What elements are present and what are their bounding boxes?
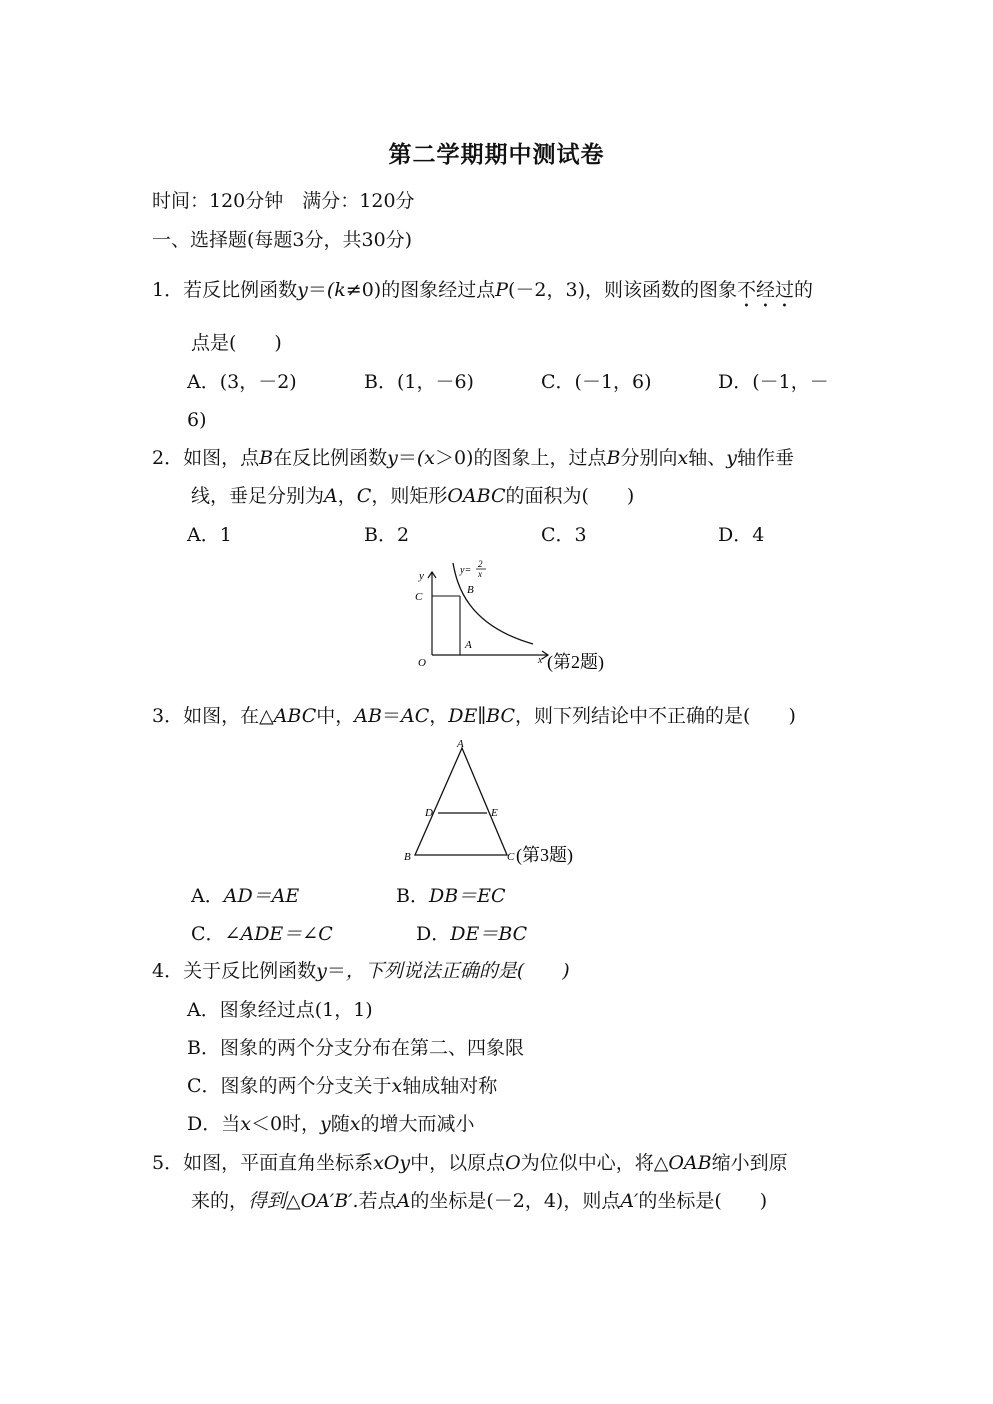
q2-l2c: ，则矩形 bbox=[371, 485, 448, 507]
q1-end: 的 bbox=[794, 279, 814, 301]
q2-option-b: B．2 bbox=[364, 524, 410, 546]
q5-OAB: OAB bbox=[668, 1152, 712, 1174]
q1-k: (k bbox=[326, 279, 346, 301]
q3-option-c-letter: C． bbox=[191, 923, 225, 945]
q2-text3: ＞0)的图象上，过点 bbox=[434, 447, 607, 469]
label-B: B bbox=[404, 851, 411, 863]
q1-text: 1．若反比例函数 bbox=[152, 279, 298, 301]
question-3 bbox=[152, 704, 796, 728]
q2-option-d: D．4 bbox=[718, 524, 765, 546]
q1-point: (－2，3)，则该函数的图象 bbox=[508, 279, 738, 301]
q4-option-b: B．图象的两个分支分布在第二、四象限 bbox=[187, 1037, 524, 1059]
q1-emphasis: 不经过 bbox=[737, 279, 795, 301]
q4-d-x: x bbox=[240, 1113, 251, 1135]
q3-BC: BC bbox=[486, 705, 516, 727]
q2-C: C bbox=[356, 485, 372, 507]
q2-text4: 分别向 bbox=[620, 447, 678, 469]
q2-option-a: A．1 bbox=[187, 524, 232, 546]
q2-option-c: C．3 bbox=[541, 524, 587, 546]
q5-line2 bbox=[191, 1189, 767, 1213]
q4-d-x2: x bbox=[349, 1113, 361, 1135]
curve-label-den: x bbox=[478, 569, 482, 579]
q5-text4: 缩小到原 bbox=[711, 1152, 788, 1174]
q1-P: P bbox=[495, 279, 508, 301]
q4-option-c bbox=[187, 1074, 497, 1098]
q3-DE: DE bbox=[448, 705, 478, 727]
q3-ABC: ABC bbox=[273, 705, 317, 727]
q2-text2: 在反比例函数 bbox=[273, 447, 388, 469]
q3-option-d-value: DE＝BC bbox=[450, 923, 528, 945]
q1-var-y: y bbox=[297, 279, 308, 301]
q1-line2: 点是( ) bbox=[191, 332, 282, 354]
q2-eq: ＝ bbox=[397, 447, 417, 469]
q3-option-a bbox=[191, 884, 299, 908]
label-E: E bbox=[491, 807, 498, 819]
q3-eq: ＝ bbox=[381, 705, 401, 727]
q4-d-text2: ＜0时， bbox=[250, 1113, 321, 1135]
q2-l2d: 的面积为( ) bbox=[505, 485, 635, 507]
label-C: C bbox=[507, 851, 515, 863]
q3-parallel: ∥ bbox=[477, 705, 487, 727]
q4-d-text3: 随 bbox=[330, 1113, 350, 1135]
q3-option-c bbox=[191, 922, 333, 946]
q4-d-text4: 的增大而减小 bbox=[360, 1113, 475, 1135]
label-B: B bbox=[467, 584, 474, 596]
q4-c-text2: 轴成轴对称 bbox=[402, 1075, 498, 1097]
q3-AC: AC bbox=[401, 705, 430, 727]
q3-caption: (第3题) bbox=[516, 845, 573, 865]
q4-c-x: x bbox=[391, 1075, 403, 1097]
q1-option-d: D．(－1，－ bbox=[718, 371, 829, 393]
label-A: A bbox=[465, 639, 472, 651]
question-1 bbox=[152, 278, 813, 312]
label-x: x bbox=[538, 655, 543, 666]
q2-figure bbox=[405, 555, 630, 680]
q2-x-axis: x bbox=[677, 447, 689, 469]
question-2 bbox=[152, 446, 794, 470]
section-heading: 一、选择题(每题3分，共30分) bbox=[152, 229, 413, 251]
q4-option-d bbox=[187, 1112, 475, 1136]
q4-text2: ，下列说法正确的是( ) bbox=[345, 960, 570, 982]
q2-y-axis: y bbox=[726, 447, 737, 469]
q3-option-b-value: DB＝EC bbox=[428, 885, 506, 907]
q2-x: (x bbox=[416, 447, 435, 469]
q4-d-y: y bbox=[320, 1113, 331, 1135]
q5-text: 5．如图，平面直角坐标系 bbox=[152, 1152, 374, 1174]
q5-text3: 为位似中心，将△ bbox=[520, 1152, 669, 1174]
q3-option-a-letter: A． bbox=[191, 885, 224, 907]
q2-l2b: ， bbox=[337, 485, 357, 507]
q5-xOy: xOy bbox=[373, 1152, 411, 1174]
q3-option-b-letter: B． bbox=[396, 885, 429, 907]
question-5 bbox=[152, 1151, 788, 1175]
q2-B2: B bbox=[606, 447, 621, 469]
label-C: C bbox=[415, 591, 423, 603]
label-A: A bbox=[457, 738, 464, 750]
q2-B: B bbox=[259, 447, 274, 469]
q2-caption: (第2题) bbox=[547, 652, 604, 672]
curve-label: y= bbox=[460, 565, 472, 576]
q5-O: O bbox=[505, 1152, 521, 1174]
q1-option-a: A．(3，－2) bbox=[187, 371, 297, 393]
q5-l2e: 的坐标是( ) bbox=[638, 1190, 768, 1212]
q2-OABC: OABC bbox=[447, 485, 506, 507]
q1-option-b: B．(1，－6) bbox=[364, 371, 474, 393]
q2-l2a: 线，垂足分别为 bbox=[191, 485, 325, 507]
q3-option-a-value: AD＝AE bbox=[223, 885, 300, 907]
q3-option-c-value: ∠ADE＝∠C bbox=[224, 923, 333, 945]
q4-eq: ＝ bbox=[326, 960, 346, 982]
q1-text2: ≠0)的图象经过点 bbox=[345, 279, 496, 301]
q3-AB: AB bbox=[354, 705, 382, 727]
q3-text4: ，则下列结论中不正确的是( ) bbox=[515, 705, 796, 727]
question-4 bbox=[152, 959, 570, 983]
label-D: D bbox=[425, 807, 433, 819]
q2-y: y bbox=[387, 447, 398, 469]
q5-A-prime: A′ bbox=[620, 1190, 639, 1212]
curve-label-num: 2 bbox=[478, 559, 483, 569]
q3-text3: ， bbox=[429, 705, 449, 727]
q1-option-c: C．(－1，6) bbox=[541, 371, 652, 393]
q5-l2d: 的坐标是(－2，4)，则点 bbox=[410, 1190, 621, 1212]
q2-A: A bbox=[324, 485, 338, 507]
q4-c-text: C．图象的两个分支关于 bbox=[187, 1075, 392, 1097]
q5-l2a: 来的， bbox=[191, 1190, 249, 1212]
label-O: O bbox=[418, 657, 426, 669]
label-y: y bbox=[419, 570, 424, 582]
q3-text2: 中， bbox=[316, 705, 355, 727]
q2-line2 bbox=[191, 484, 634, 508]
q2-text: 2．如图，点 bbox=[152, 447, 260, 469]
q1-option-d-cont: 6) bbox=[187, 409, 207, 431]
q1-eq: ＝ bbox=[307, 279, 327, 301]
q3-figure bbox=[400, 733, 600, 868]
q3-option-d-letter: D． bbox=[416, 923, 451, 945]
q5-l2b: 得到△OA′B′. bbox=[248, 1190, 359, 1212]
q5-A: A bbox=[396, 1190, 411, 1212]
q2-text6: 轴作垂 bbox=[736, 447, 794, 469]
q4-d-text: D．当 bbox=[187, 1113, 241, 1135]
q5-text2: 中，以原点 bbox=[410, 1152, 506, 1174]
page-title: 第二学期期中测试卷 bbox=[388, 141, 605, 168]
q3-option-b bbox=[396, 884, 506, 908]
q4-text: 4．关于反比例函数 bbox=[152, 960, 317, 982]
triangle-ABC bbox=[415, 748, 507, 855]
exam-meta: 时间：120分钟 满分：120分 bbox=[152, 190, 415, 212]
q4-y: y bbox=[316, 960, 327, 982]
q2-text5: 轴、 bbox=[688, 447, 727, 469]
q3-option-d bbox=[416, 922, 527, 946]
q3-text: 3．如图，在△ bbox=[152, 705, 274, 727]
q5-l2c: 若点 bbox=[358, 1190, 397, 1212]
q4-option-a: A．图象经过点(1，1) bbox=[187, 999, 373, 1021]
